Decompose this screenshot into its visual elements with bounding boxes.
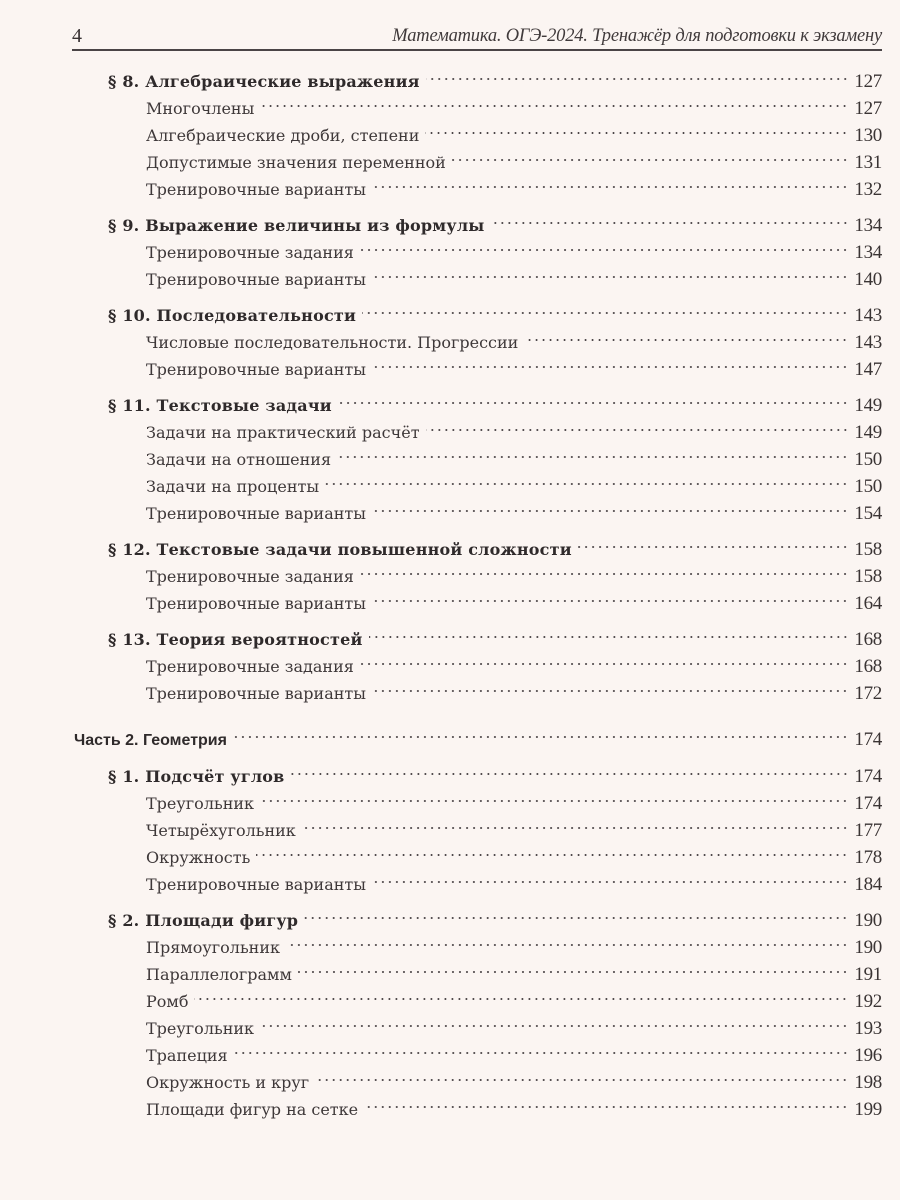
dot-leader bbox=[260, 785, 848, 809]
dot-leader bbox=[372, 171, 848, 195]
toc-entry-sub[interactable] bbox=[146, 90, 882, 119]
toc-entry-page-number: 130 bbox=[854, 125, 882, 146]
toc-entry-page-number: 178 bbox=[854, 847, 882, 868]
toc-entry-page-number: 168 bbox=[854, 656, 882, 677]
toc-entry-page-number: 190 bbox=[854, 910, 882, 931]
dot-leader bbox=[372, 866, 848, 890]
toc-entry-sub[interactable] bbox=[146, 1064, 882, 1093]
toc-entry-page-number: 174 bbox=[854, 766, 882, 787]
page-number: 4 bbox=[72, 25, 82, 47]
toc-entry-page-number: 127 bbox=[854, 71, 882, 92]
toc-entry-title: Тренировочные варианты bbox=[146, 875, 366, 894]
toc-entry-title: Трапеция bbox=[146, 1046, 228, 1065]
toc-entry-title: Ромб bbox=[146, 992, 189, 1011]
toc-entry-page-number: 174 bbox=[854, 793, 882, 814]
toc-entry-section[interactable] bbox=[108, 621, 882, 650]
toc-entry-page-number: 134 bbox=[854, 215, 882, 236]
toc-entry-section[interactable] bbox=[108, 297, 882, 326]
toc-entry-page-number: 190 bbox=[854, 937, 882, 958]
toc-entry-title: Площади фигур на сетке bbox=[146, 1100, 359, 1119]
toc-entry-title: Тренировочные варианты bbox=[146, 180, 366, 199]
toc-entry-title: Окружность и круг bbox=[146, 1073, 310, 1092]
toc-entry-sub[interactable] bbox=[146, 441, 882, 470]
toc-entry-title: Тренировочные задания bbox=[146, 243, 354, 262]
dot-leader bbox=[369, 621, 849, 645]
dot-leader bbox=[304, 902, 848, 926]
toc-entry-page-number: 193 bbox=[854, 1018, 882, 1039]
toc-entry-title: Тренировочные задания bbox=[146, 657, 354, 676]
toc-entry-page-number: 199 bbox=[854, 1099, 882, 1120]
toc-entry-sub[interactable] bbox=[146, 1037, 882, 1066]
toc-entry-section[interactable] bbox=[108, 63, 882, 92]
dot-leader bbox=[291, 758, 849, 782]
toc-entry-title: Многочлены bbox=[146, 99, 255, 118]
toc-entry-sub[interactable] bbox=[146, 839, 882, 868]
toc-entry-part[interactable] bbox=[74, 721, 882, 750]
dot-leader bbox=[372, 351, 848, 375]
toc-entry-title: Треугольник bbox=[146, 794, 255, 813]
toc-entry-page-number: 143 bbox=[854, 305, 882, 326]
toc-entry-section[interactable] bbox=[108, 758, 882, 787]
toc-entry-title: § 1. Подсчёт углов bbox=[108, 767, 285, 786]
toc-entry-page-number: 150 bbox=[854, 476, 882, 497]
toc-entry-page-number: 158 bbox=[854, 566, 882, 587]
toc-entry-sub[interactable] bbox=[146, 558, 882, 587]
dot-leader bbox=[372, 675, 848, 699]
toc-entry-page-number: 168 bbox=[854, 629, 882, 650]
toc-entry-title: Треугольник bbox=[146, 1019, 255, 1038]
toc-entry-title: § 10. Последовательности bbox=[108, 306, 357, 325]
dot-leader bbox=[425, 117, 848, 141]
dot-leader bbox=[286, 929, 848, 953]
dot-leader bbox=[260, 1010, 848, 1034]
dot-leader bbox=[452, 144, 849, 168]
toc-entry-title: Задачи на практический расчёт bbox=[146, 423, 420, 442]
toc-entry-page-number: 149 bbox=[854, 422, 882, 443]
toc-entry-title: § 9. Выражение величины из формулы bbox=[108, 216, 485, 235]
toc-entry-sub[interactable] bbox=[146, 495, 882, 524]
toc-entry-sub[interactable] bbox=[146, 414, 882, 443]
toc-entry-title: § 2. Площади фигур bbox=[108, 911, 299, 930]
running-header bbox=[72, 24, 882, 51]
dot-leader bbox=[194, 983, 848, 1007]
toc-entry-page-number: 174 bbox=[854, 729, 882, 750]
toc-entry-section[interactable] bbox=[108, 902, 882, 931]
toc-entry-sub[interactable] bbox=[146, 1091, 882, 1120]
toc-entry-sub[interactable] bbox=[146, 234, 882, 263]
toc-entry-page-number: 184 bbox=[854, 874, 882, 895]
toc-entry-title: Числовые последовательности. Прогрессии bbox=[146, 333, 519, 352]
toc-entry-sub[interactable] bbox=[146, 351, 882, 380]
toc-entry-title: Прямоугольник bbox=[146, 938, 280, 957]
dot-leader bbox=[302, 812, 849, 836]
dot-leader bbox=[233, 721, 848, 745]
toc-entry-page-number: 127 bbox=[854, 98, 882, 119]
toc-entry-page-number: 131 bbox=[854, 152, 882, 173]
toc-entry-title: Алгебраические дроби, степени bbox=[146, 126, 420, 145]
toc-entry-page-number: 158 bbox=[854, 539, 882, 560]
toc-entry-sub[interactable] bbox=[146, 675, 882, 704]
toc-entry-sub[interactable] bbox=[146, 171, 882, 200]
dot-leader bbox=[338, 387, 849, 411]
dot-leader bbox=[364, 1091, 848, 1115]
toc-entry-page-number: 149 bbox=[854, 395, 882, 416]
toc-entry-title: Допустимые значения переменной bbox=[146, 153, 446, 172]
toc-entry-sub[interactable] bbox=[146, 956, 882, 985]
dot-leader bbox=[298, 956, 848, 980]
toc-entry-page-number: 147 bbox=[854, 359, 882, 380]
toc-entry-page-number: 134 bbox=[854, 242, 882, 263]
running-title: Математика. ОГЭ-2024. Тренажёр для подготовки к экзамену bbox=[392, 26, 882, 46]
dot-leader bbox=[362, 297, 848, 321]
toc-entry-title: Задачи на отношения bbox=[146, 450, 332, 469]
toc-entry-page-number: 192 bbox=[854, 991, 882, 1012]
toc-entry-page-number: 132 bbox=[854, 179, 882, 200]
toc-entry-title: § 8. Алгебраические выражения bbox=[108, 72, 420, 91]
toc-entry-title: Параллелограмм bbox=[146, 965, 292, 984]
toc-entry-title: Тренировочные варианты bbox=[146, 504, 366, 523]
toc-entry-sub[interactable] bbox=[146, 866, 882, 895]
toc-entry-page-number: 196 bbox=[854, 1045, 882, 1066]
toc-entry-sub[interactable] bbox=[146, 929, 882, 958]
toc-entry-sub[interactable] bbox=[146, 585, 882, 614]
toc-entry-title: Тренировочные варианты bbox=[146, 684, 366, 703]
toc-entry-sub[interactable] bbox=[146, 983, 882, 1012]
toc-entry-title: Тренировочные варианты bbox=[146, 270, 366, 289]
toc-entry-title: Окружность bbox=[146, 848, 251, 867]
toc-entry-sub[interactable] bbox=[146, 785, 882, 814]
toc-entry-section[interactable] bbox=[108, 207, 882, 236]
dot-leader bbox=[360, 648, 849, 672]
toc-entry-title: Тренировочные варианты bbox=[146, 360, 366, 379]
dot-leader bbox=[360, 234, 849, 258]
dot-leader bbox=[256, 839, 848, 863]
toc-entry-page-number: 154 bbox=[854, 503, 882, 524]
toc-entry-page-number: 140 bbox=[854, 269, 882, 290]
toc-entry-page-number: 164 bbox=[854, 593, 882, 614]
toc-entry-title: § 11. Текстовые задачи bbox=[108, 396, 332, 415]
toc-entry-page-number: 198 bbox=[854, 1072, 882, 1093]
dot-leader bbox=[524, 324, 848, 348]
toc-entry-sub[interactable] bbox=[146, 261, 882, 290]
dot-leader bbox=[426, 414, 849, 438]
toc-entry-sub[interactable] bbox=[146, 1010, 882, 1039]
toc-entry-title: Задачи на проценты bbox=[146, 477, 320, 496]
dot-leader bbox=[315, 1064, 848, 1088]
dot-leader bbox=[372, 495, 848, 519]
toc-entry-sub[interactable] bbox=[146, 468, 882, 497]
dot-leader bbox=[260, 90, 848, 114]
dot-leader bbox=[337, 441, 848, 465]
dot-leader bbox=[325, 468, 848, 492]
toc-entry-sub[interactable] bbox=[146, 117, 882, 146]
toc-entry-sub[interactable] bbox=[146, 648, 882, 677]
toc-entry-sub[interactable] bbox=[146, 812, 882, 841]
dot-leader bbox=[234, 1037, 849, 1061]
toc-entry-title: § 13. Теория вероятностей bbox=[108, 630, 363, 649]
toc-entry-sub[interactable] bbox=[146, 144, 882, 173]
toc-entry-sub[interactable] bbox=[146, 324, 882, 353]
toc-entry-page-number: 191 bbox=[854, 964, 882, 985]
toc-entry-page-number: 150 bbox=[854, 449, 882, 470]
dot-leader bbox=[360, 558, 849, 582]
dot-leader bbox=[491, 207, 849, 231]
dot-leader bbox=[426, 63, 849, 87]
toc-entry-page-number: 177 bbox=[854, 820, 882, 841]
dot-leader bbox=[578, 531, 849, 555]
dot-leader bbox=[372, 261, 848, 285]
toc-entry-title: Часть 2. Геометрия bbox=[74, 732, 227, 749]
toc-entry-title: Тренировочные задания bbox=[146, 567, 354, 586]
toc-entry-section[interactable] bbox=[108, 387, 882, 416]
dot-leader bbox=[372, 585, 848, 609]
toc-entry-page-number: 172 bbox=[854, 683, 882, 704]
toc-entry-section[interactable] bbox=[108, 531, 882, 560]
toc-entry-title: Тренировочные варианты bbox=[146, 594, 366, 613]
toc-entry-page-number: 143 bbox=[854, 332, 882, 353]
toc-entry-title: § 12. Текстовые задачи повышенной сложности bbox=[108, 540, 572, 559]
toc-entry-title: Четырёхугольник bbox=[146, 821, 296, 840]
